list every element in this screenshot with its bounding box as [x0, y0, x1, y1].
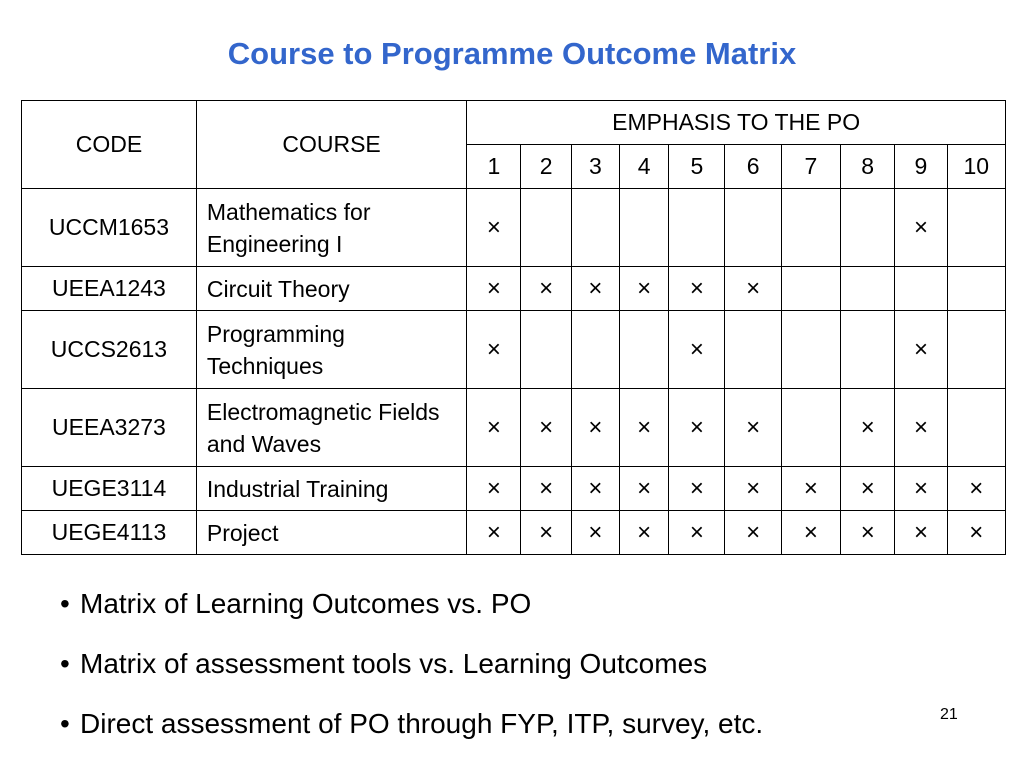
po-mark-cell: ×	[521, 467, 571, 511]
po-mark-cell: ×	[725, 389, 781, 467]
bullet-item	[60, 584, 763, 644]
po-mark-cell: ×	[467, 511, 521, 555]
course-code: UEGE3114	[22, 467, 197, 511]
po-mark-cell: ×	[895, 389, 947, 467]
table-row	[22, 189, 1006, 267]
po-mark-cell: ×	[725, 511, 781, 555]
po-mark-cell: ×	[669, 267, 725, 311]
table-row	[22, 389, 1006, 467]
po-empty-cell	[619, 189, 668, 267]
po-empty-cell	[947, 311, 1005, 389]
bullet-text: Matrix of assessment tools vs. Learning Outcomes	[80, 648, 708, 679]
po-mark-cell: ×	[467, 389, 521, 467]
po-empty-cell	[781, 389, 840, 467]
po-empty-cell	[841, 267, 895, 311]
po-empty-cell	[669, 189, 725, 267]
po-mark-cell: ×	[467, 267, 521, 311]
po-mark-cell: ×	[571, 389, 619, 467]
po-header-6: 6	[725, 145, 781, 189]
course-name: Mathematics for Engineering I	[196, 189, 466, 267]
po-mark-cell: ×	[895, 467, 947, 511]
course-code: UEGE4113	[22, 511, 197, 555]
po-mark-cell: ×	[895, 511, 947, 555]
matrix-body	[22, 189, 1006, 555]
po-mark-cell: ×	[781, 511, 840, 555]
header-code: CODE	[22, 101, 197, 189]
po-empty-cell	[571, 189, 619, 267]
po-mark-cell: ×	[895, 189, 947, 267]
po-empty-cell	[947, 389, 1005, 467]
header-emphasis: EMPHASIS TO THE PO	[467, 101, 1006, 145]
po-mark-cell: ×	[947, 467, 1005, 511]
po-mark-cell: ×	[669, 467, 725, 511]
po-mark-cell: ×	[841, 511, 895, 555]
po-mark-cell: ×	[521, 389, 571, 467]
po-mark-cell: ×	[467, 189, 521, 267]
po-empty-cell	[781, 189, 840, 267]
course-code: UCCS2613	[22, 311, 197, 389]
po-header-1: 1	[467, 145, 521, 189]
po-header-9: 9	[895, 145, 947, 189]
po-empty-cell	[895, 267, 947, 311]
table-row	[22, 267, 1006, 311]
po-mark-cell: ×	[947, 511, 1005, 555]
po-empty-cell	[781, 311, 840, 389]
po-mark-cell: ×	[669, 389, 725, 467]
po-mark-cell: ×	[571, 467, 619, 511]
po-header-10: 10	[947, 145, 1005, 189]
po-empty-cell	[947, 189, 1005, 267]
po-empty-cell	[947, 267, 1005, 311]
po-empty-cell	[725, 311, 781, 389]
table-row	[22, 311, 1006, 389]
bullet-dot-icon: •	[60, 588, 70, 619]
po-mark-cell: ×	[841, 467, 895, 511]
po-mark-cell: ×	[571, 511, 619, 555]
po-header-8: 8	[841, 145, 895, 189]
po-mark-cell: ×	[467, 311, 521, 389]
header-course: COURSE	[196, 101, 466, 189]
po-header-7: 7	[781, 145, 840, 189]
po-empty-cell	[725, 189, 781, 267]
po-mark-cell: ×	[521, 511, 571, 555]
po-mark-cell: ×	[467, 467, 521, 511]
bullet-list	[60, 584, 763, 764]
po-empty-cell	[841, 189, 895, 267]
po-mark-cell: ×	[571, 267, 619, 311]
course-code: UCCM1653	[22, 189, 197, 267]
table-row	[22, 467, 1006, 511]
po-header-5: 5	[669, 145, 725, 189]
po-mark-cell: ×	[669, 311, 725, 389]
table-row	[22, 511, 1006, 555]
slide-number: 21	[940, 706, 958, 723]
course-name: Circuit Theory	[196, 267, 466, 311]
course-code: UEEA3273	[22, 389, 197, 467]
po-mark-cell: ×	[619, 511, 668, 555]
po-mark-cell: ×	[841, 389, 895, 467]
po-empty-cell	[521, 311, 571, 389]
course-name: Project	[196, 511, 466, 555]
po-mark-cell: ×	[669, 511, 725, 555]
course-po-matrix	[21, 100, 1006, 555]
po-mark-cell: ×	[725, 467, 781, 511]
bullet-dot-icon: •	[60, 708, 70, 739]
bullet-item	[60, 644, 763, 704]
bullet-text: Matrix of Learning Outcomes vs. PO	[80, 588, 532, 619]
po-mark-cell: ×	[895, 311, 947, 389]
po-empty-cell	[571, 311, 619, 389]
course-name: Electromagnetic Fields and Waves	[196, 389, 466, 467]
course-name: Programming Techniques	[196, 311, 466, 389]
po-mark-cell: ×	[781, 467, 840, 511]
po-empty-cell	[521, 189, 571, 267]
bullet-dot-icon: •	[60, 648, 70, 679]
po-empty-cell	[841, 311, 895, 389]
po-mark-cell: ×	[725, 267, 781, 311]
po-empty-cell	[781, 267, 840, 311]
po-mark-cell: ×	[619, 467, 668, 511]
po-mark-cell: ×	[521, 267, 571, 311]
po-mark-cell: ×	[619, 267, 668, 311]
po-header-4: 4	[619, 145, 668, 189]
slide-title: Course to Programme Outcome Matrix	[227, 36, 797, 71]
po-header-3: 3	[571, 145, 619, 189]
po-empty-cell	[619, 311, 668, 389]
po-header-2: 2	[521, 145, 571, 189]
bullet-text: Direct assessment of PO through FYP, ITP, survey, etc.	[80, 708, 764, 739]
course-name: Industrial Training	[196, 467, 466, 511]
course-code: UEEA1243	[22, 267, 197, 311]
po-mark-cell: ×	[619, 389, 668, 467]
bullet-item	[60, 704, 763, 764]
